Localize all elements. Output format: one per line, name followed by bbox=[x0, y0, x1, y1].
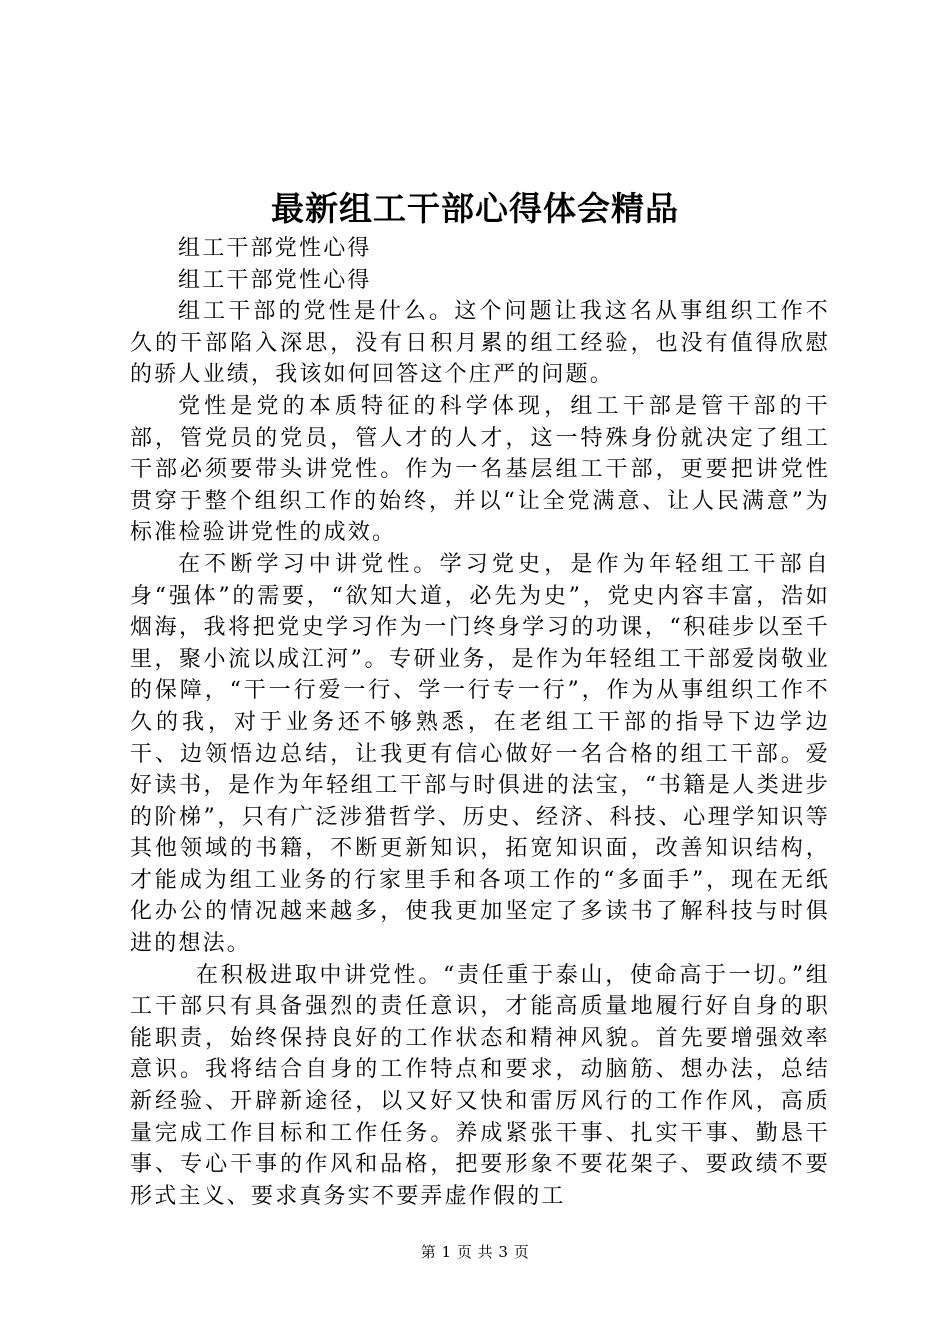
paragraph-intro: 组工干部的党性是什么。这个问题让我这名从事组织工作不久的干部陷入深思，没有日积月累的组工经验，也没有值得欣慰的骄人业绩，我该如何回答这个庄严的问题。 bbox=[130, 299, 830, 388]
paragraph-heading-1: 组工干部党性心得 bbox=[178, 236, 372, 261]
paragraph-learning: 在不断学习中讲党性。学习党史，是作为年轻组工干部自身“强体”的需要，“欲知大道，必先为史”，党史内容丰富，浩如烟海，我将把党史学习作为一门终身学习的功课，“积硅步以至千里，聚小流以成江河”。专研业务，是作为年轻组工干部爱岗敬业的保障，“干一行爱一行、学一行专一行”，作为从事组织工作不久的我，对于业务还不够熟悉，在老组工干部的指导下边学边干、边领悟边总结，让我更有信心做好一名合格的组工干部。爱好读书，是作为年轻组工干部与时俱进的法宝，“书籍是人类进步的阶梯”，只有广泛涉猎哲学、历史、经济、科技、心理学知识等其他领域的书籍，不断更新知识，拓宽知识面，改善知识结构，才能成为组工业务的行家里手和各项工作的“多面手”，现在无纸化办公的情况越来越多，使我更加坚定了多读书了解科技与时俱进的想法。 bbox=[130, 551, 830, 957]
document-body bbox=[130, 233, 830, 1212]
paragraph-progress: 在积极进取中讲党性。“责任重于泰山，使命高于一切。”组工干部只有具备强烈的责任意识，才能高质量地履行好自身的职能职责，始终保持良好的工作状态和精神风貌。首先要增强效率意识。我将结合自身的工作特点和要求，动脑筋、想办法，总结新经验、开辟新途径，以又好又快和雷厉风行的工作作风，高质量完成工作目标和工作任务。养成紧张干事、扎实干事、勤恳干事、专心干事的作风和品格，把要形象不要花架子、要政绩不要形式主义、要求真务实不要弄虚作假的工 bbox=[130, 962, 830, 1209]
paragraph-heading-2: 组工干部党性心得 bbox=[178, 267, 372, 293]
document-title: 最新组工干部心得体会精品 bbox=[271, 189, 679, 228]
paragraph-party-spirit: 党性是党的本质特征的科学体现，组工干部是管干部的干部，管党员的党员，管人才的人才，这一特殊身份就决定了组工干部必须要带头讲党性。作为一名基层组工干部，更要把讲党性贯穿于整个组织工作的始终，并以“让全党满意、让人民满意”为标准检验讲党性的成效。 bbox=[130, 393, 830, 546]
page-footer: 第 1 页 共 3 页 bbox=[420, 1243, 530, 1261]
